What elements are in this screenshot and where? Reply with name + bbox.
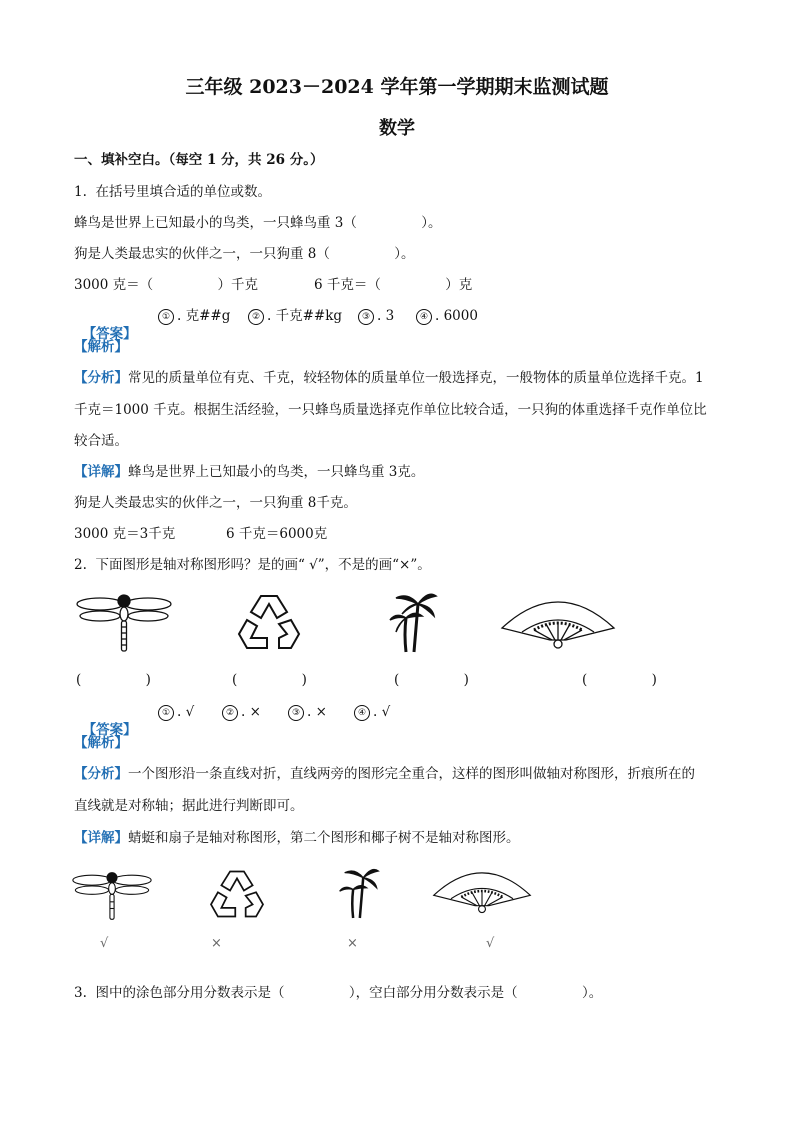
recycle-figure xyxy=(237,592,301,652)
q1-analysis-tag: 【解析】 xyxy=(74,339,128,355)
cross-mark-2: × xyxy=(211,936,222,951)
q1-answer-1: ① . 克##g xyxy=(158,307,230,325)
q1-fenxi-1: 【分析】常见的质量单位有克、千克，较轻物体的质量单位一般选择克，一般物体的质量单位选择千克。1 xyxy=(74,370,704,386)
fan-figure xyxy=(500,594,616,652)
subject-title: 数学 xyxy=(379,118,415,139)
q2-blank-1[interactable]: ( ) xyxy=(76,672,151,688)
q1-answer-3: ③ . 3 xyxy=(358,307,394,325)
q1-line1: 蜂鸟是世界上已知最小的鸟类，一只蜂鸟重 3（ ）。 xyxy=(74,215,442,231)
q1-fenxi-3: 较合适。 xyxy=(74,433,128,449)
section-heading: 一、填补空白。（每空 1 分，共 26 分。） xyxy=(74,152,324,168)
check-mark-4: √ xyxy=(486,936,495,951)
q1-line2: 狗是人类最忠实的伙伴之一，一只狗重 8（ ）。 xyxy=(74,246,415,262)
q3-stem: 3. 图中的涂色部分用分数表示是（ ），空白部分用分数表示是（ ）。 xyxy=(74,985,603,1001)
q1-line3b: 6 千克＝（ ）克 xyxy=(314,277,473,293)
q2-answer-1: ① . √ xyxy=(158,703,194,721)
check-mark-1: √ xyxy=(100,936,109,951)
answer-tag: 【答案】 xyxy=(82,722,137,738)
q2-blank-2[interactable]: ( ) xyxy=(232,672,307,688)
q2-answer-2: ② . × xyxy=(222,703,261,721)
page-title: 三年级 2023－2024 学年第一学期期末监测试题 xyxy=(185,76,609,98)
fan-figure-answer xyxy=(432,866,532,916)
palm-tree-figure xyxy=(388,588,438,654)
cross-mark-3: × xyxy=(347,936,358,951)
q2-answer-4: ④ . √ xyxy=(354,703,390,721)
recycle-figure-answer xyxy=(209,868,265,920)
palm-tree-figure-answer xyxy=(338,864,380,920)
dragonfly-figure-answer xyxy=(72,870,152,922)
q2-fenxi-2: 直线就是对称轴；据此进行判断即可。 xyxy=(74,798,304,814)
q2-blank-4[interactable]: ( ) xyxy=(582,672,657,688)
q1-line3a: 3000 克＝（ ）千克 xyxy=(74,277,259,293)
answer-tag: 【答案】 xyxy=(82,326,137,342)
dragonfly-figure xyxy=(76,592,172,654)
q1-xiangjie-1: 【详解】蜂鸟是世界上已知最小的鸟类，一只蜂鸟重 3克。 xyxy=(74,464,425,480)
q2-fenxi-1: 【分析】一个图形沿一条直线对折，直线两旁的图形完全重合，这样的图形叫做轴对称图形，折痕所在的 xyxy=(74,766,695,782)
q1-answer-2: ② . 千克##kg xyxy=(248,307,342,325)
q1-stem: 1. 在括号里填合适的单位或数。 xyxy=(74,184,271,200)
q1-fenxi-2: 千克＝1000 千克。根据生活经验，一只蜂鸟质量选择克作单位比较合适，一只狗的体重选择千克作单位比 xyxy=(74,402,707,418)
q2-xiangjie-1: 【详解】蜻蜓和扇子是轴对称图形，第二个图形和椰子树不是轴对称图形。 xyxy=(74,830,520,846)
q2-blank-3[interactable]: ( ) xyxy=(394,672,469,688)
q1-xiangjie-2: 狗是人类最忠实的伙伴之一，一只狗重 8千克。 xyxy=(74,495,357,511)
q2-stem: 2. 下面图形是轴对称图形吗？是的画“ √”，不是的画“×”。 xyxy=(74,557,431,573)
q1-answer-4: ④ . 6000 xyxy=(416,307,478,325)
q1-xiangjie-3a: 3000 克＝3千克 xyxy=(74,526,176,542)
q1-xiangjie-3b: 6 千克＝6000克 xyxy=(226,526,328,542)
q2-analysis-tag: 【解析】 xyxy=(74,735,128,751)
q2-answer-3: ③ . × xyxy=(288,703,327,721)
